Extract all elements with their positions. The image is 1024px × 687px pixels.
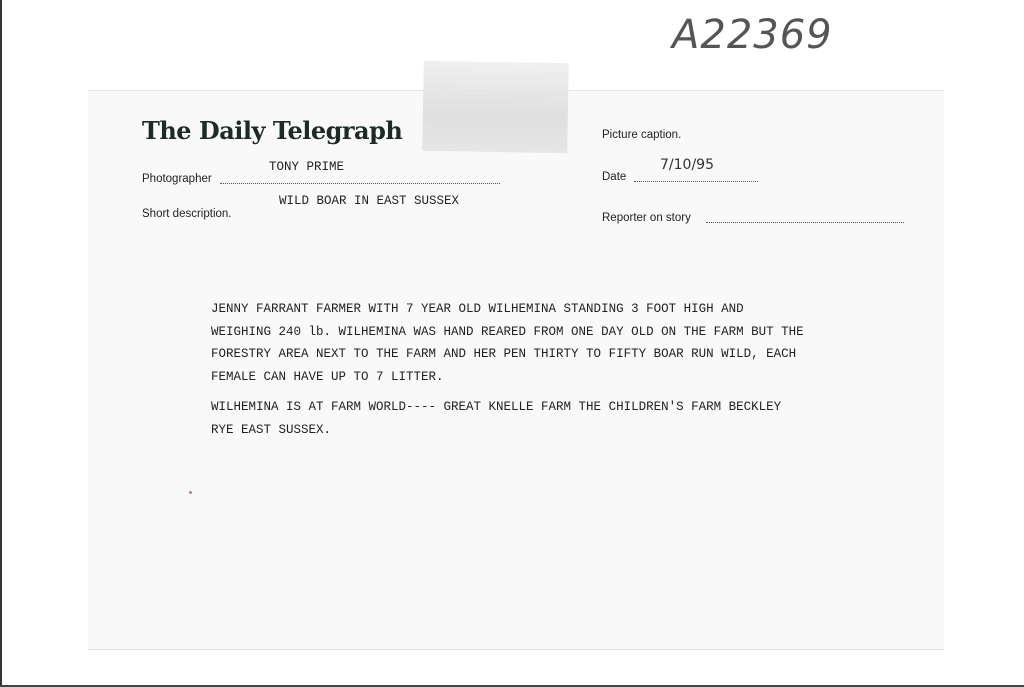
caption-paragraph: WILHEMINA IS AT FARM WORLD---- GREAT KNELLE FARM THE CHILDREN'S FARM BECKLEY RYE EAST SUSSEX. bbox=[211, 400, 782, 437]
date-dotted-line bbox=[634, 181, 758, 182]
paper-speck bbox=[189, 491, 192, 494]
caption-paragraph: JENNY FARRANT FARMER WITH 7 YEAR OLD WILHEMINA STANDING 3 FOOT HIGH AND WEIGHING 240 lb. WILHEMINA WAS HAND REARED FROM ONE DAY OLD ON THE FARM BUT THE FORESTRY AREA NEXT TO THE FARM AND HER PEN THIRTY TO FIFTY BOAR RUN WILD, EACH FEMALE CAN HAVE UP TO 7 LITTER. bbox=[211, 302, 804, 384]
masthead-logo: The Daily Telegraph bbox=[142, 116, 403, 145]
caption-body bbox=[211, 298, 811, 449]
adhesive-tape bbox=[422, 61, 569, 154]
photographer-value: TONY PRIME bbox=[269, 160, 345, 174]
reporter-label: Reporter on story bbox=[602, 212, 691, 224]
short-description-label: Short description. bbox=[142, 208, 232, 220]
scan-edge-left bbox=[0, 0, 2, 687]
handwritten-reference: A22369 bbox=[672, 12, 833, 58]
short-description-value: WILD BOAR IN EAST SUSSEX bbox=[279, 194, 460, 208]
photographer-dotted-line bbox=[220, 183, 500, 184]
reporter-dotted-line bbox=[706, 222, 904, 223]
date-label: Date bbox=[602, 171, 627, 183]
picture-caption-label: Picture caption. bbox=[602, 129, 682, 141]
date-value: 7/10/95 bbox=[660, 157, 714, 173]
photographer-label: Photographer bbox=[142, 173, 212, 185]
